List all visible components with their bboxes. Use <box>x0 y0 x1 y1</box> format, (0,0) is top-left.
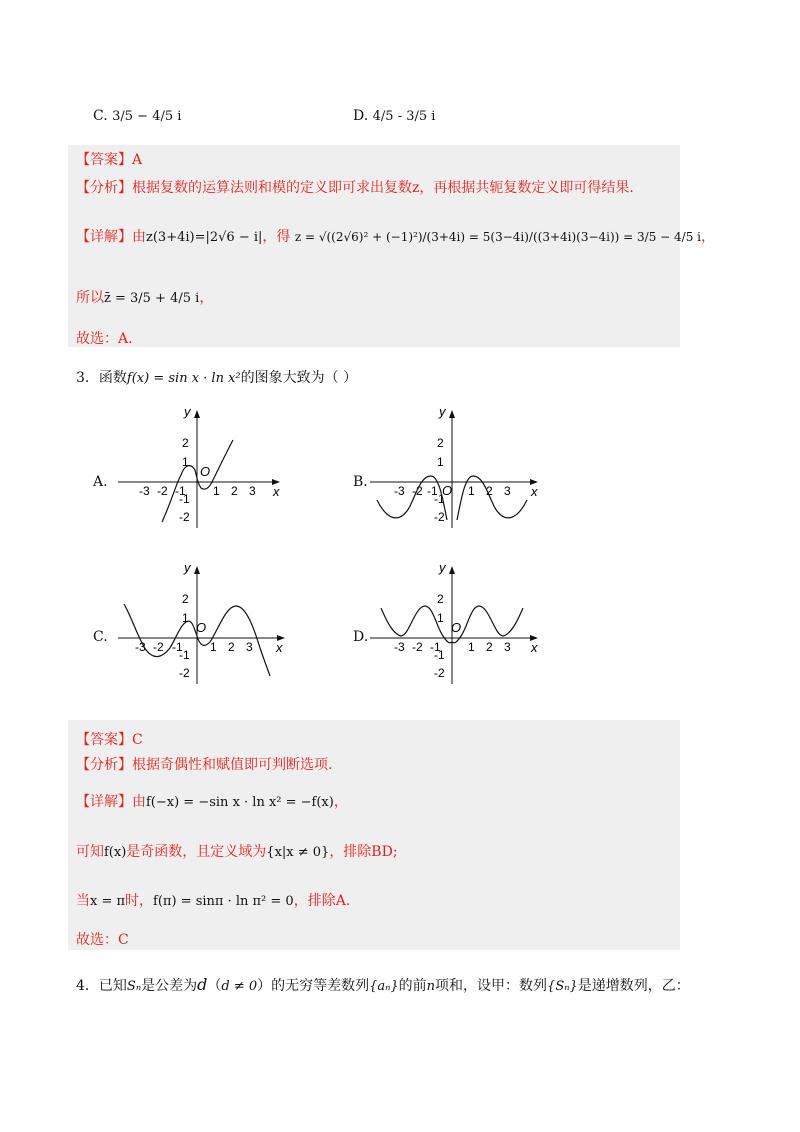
when-suffix: ，排除A. <box>293 893 351 909</box>
graph-d-tick-x: -2 <box>412 640 423 654</box>
graph-b-tick-x: -2 <box>412 484 423 498</box>
q4-d: d <box>197 975 208 994</box>
q3-stem <box>76 368 357 389</box>
graph-b-tick-y: 1 <box>437 455 444 469</box>
graph-b-y-arrow <box>449 410 455 418</box>
so-prefix: 所以 <box>76 290 104 306</box>
q3-option-b-label: B. <box>353 474 368 490</box>
q4-t4: ）的无穷等差数列 <box>257 978 370 994</box>
graph-b-origin-label: O <box>442 483 453 498</box>
q3-analysis-line <box>76 755 332 775</box>
detail-comma: ， <box>333 794 348 810</box>
graph-a-y-arrow <box>194 410 200 418</box>
graph-c-tick-x: -3 <box>135 640 146 654</box>
graph-b-x-label: x <box>531 484 538 499</box>
graph-d-y-label: y <box>439 560 446 575</box>
when-eq: f(π) = sinπ · ln π² = 0 <box>153 894 294 909</box>
know-mid: 是奇函数，且定义域为 <box>126 844 267 860</box>
choose-text: 故选：C <box>76 932 129 948</box>
graph-d-tick-x: 1 <box>468 640 475 654</box>
answer-value: C <box>132 732 143 748</box>
q2-analysis-line <box>76 178 634 198</box>
detail-prefix: 由 <box>132 794 146 810</box>
so-eq: z̄ = 3/5 + 4/5 i <box>104 291 200 306</box>
q4-t7: 是递增数列，乙： <box>577 978 690 994</box>
q2-answer-line <box>76 150 142 170</box>
know-fx: f(x) <box>104 845 127 860</box>
graph-a-tick-y: 1 <box>182 455 189 469</box>
graph-d-y-arrow <box>449 566 455 574</box>
graph-b-tick-x: -1 <box>427 484 438 498</box>
detail-eq1: z(3+4i)=|2√6 − i| <box>146 230 263 245</box>
q4-sn: Sₙ <box>126 979 142 994</box>
detail-comma: ， <box>701 229 716 245</box>
graph-a-tick-x: 2 <box>231 484 238 498</box>
option-d-value: 4/5 - 3/5 i <box>372 109 436 124</box>
detail-tag: 【详解】 <box>76 794 132 810</box>
graph-a-tick-x: 1 <box>213 484 220 498</box>
detail-tag: 【详解】 <box>76 229 132 245</box>
q3-suffix: 的图象大致为（ ） <box>240 370 358 386</box>
graph-c-tick-x: -1 <box>172 640 183 654</box>
graph-b-tick-x: 1 <box>468 484 475 498</box>
answer-value: A <box>132 152 143 168</box>
q3-know-line <box>76 842 398 863</box>
detail-eq: f(−x) = −sin x · ln x² = −f(x) <box>146 795 334 810</box>
graph-b-curve-right <box>457 476 527 520</box>
graph-a-tick-x: -2 <box>157 484 168 498</box>
q2-option-c <box>93 106 181 127</box>
analysis-text: 根据复数的运算法则和模的定义即可求出复数z，再根据共轭复数定义即可得结果. <box>132 180 634 196</box>
graph-a-tick-x: -3 <box>139 484 150 498</box>
graph-b-y-label: y <box>439 404 446 419</box>
graph-d-tick-x: 3 <box>504 640 511 654</box>
graph-d-tick-y: 2 <box>437 592 444 606</box>
know-prefix: 可知 <box>76 844 104 860</box>
q4-t6: 项和，设甲：数列 <box>435 978 548 994</box>
q3-number: 3．函数 <box>76 370 127 386</box>
analysis-text: 根据奇偶性和赋值即可判断选项. <box>132 757 333 773</box>
option-c-value: 3/5 − 4/5 i <box>112 109 182 124</box>
graph-a <box>110 400 290 535</box>
graph-d-tick-x: 2 <box>486 640 493 654</box>
graph-c-tick-x: -2 <box>153 640 164 654</box>
detail-prefix: 由 <box>132 229 146 245</box>
graph-b-tick-x: -3 <box>394 484 405 498</box>
q4-n: n <box>426 979 436 994</box>
graph-c-tick-y: -2 <box>179 666 190 680</box>
graph-b-tick-y: -1 <box>434 492 445 506</box>
graph-d-tick-y: -2 <box>434 666 445 680</box>
know-suffix: ，排除BD; <box>329 844 398 860</box>
analysis-tag: 【分析】 <box>76 180 132 196</box>
graph-a-x-label: x <box>273 484 280 499</box>
graph-c-tick-x: 1 <box>210 640 217 654</box>
q3-option-c-label: C. <box>93 629 108 645</box>
q4-t1: 4．已知 <box>76 978 127 994</box>
detail-eq2: z = √((2√6)² + (−1)²)/(3+4i) = 5(3−4i)/((3+4i)(3−4i)) = 3/5 − 4/5 i <box>294 230 702 244</box>
graph-c-tick-y: -1 <box>179 648 190 662</box>
graph-c-tick-y: 1 <box>182 611 189 625</box>
detail-get: ，得 <box>262 229 291 245</box>
graph-d-tick-x: -1 <box>430 640 441 654</box>
graph-c <box>110 556 295 691</box>
graph-a-origin-label: O <box>200 464 211 479</box>
when-prefix: 当 <box>76 893 90 909</box>
graph-c-tick-x: 3 <box>246 640 253 654</box>
analysis-tag: 【分析】 <box>76 757 132 773</box>
q3-choose-line <box>76 930 129 950</box>
q3-when-line <box>76 891 350 912</box>
graph-a-y-label: y <box>184 404 191 419</box>
q3-option-d-label: D. <box>353 629 369 645</box>
q3-answer-line <box>76 730 143 750</box>
graph-a-tick-x: 3 <box>249 484 256 498</box>
graph-a-tick-y: -1 <box>179 492 190 506</box>
graph-b-tick-y: 2 <box>437 436 444 450</box>
q4-t5: 的前 <box>398 978 427 994</box>
q2-so-line <box>76 288 213 309</box>
graph-c-x-label: x <box>276 640 283 655</box>
q3-detail-line <box>76 792 348 813</box>
so-comma: ， <box>199 290 214 306</box>
q2-detail-line <box>76 227 715 248</box>
when-mid: 时， <box>125 893 154 909</box>
graph-d-tick-y: -1 <box>434 648 445 662</box>
graph-d-x-label: x <box>531 640 538 655</box>
graph-d-tick-x: -3 <box>394 640 405 654</box>
graph-b <box>365 400 550 535</box>
graph-b-tick-x: 3 <box>504 484 511 498</box>
when-x: x = π <box>90 894 126 909</box>
option-c-label: C. <box>93 108 108 124</box>
graph-b-tick-x: 2 <box>486 484 493 498</box>
choose-text: 故选：A. <box>76 331 133 347</box>
graph-c-tick-x: 2 <box>228 640 235 654</box>
graph-a-tick-y: 2 <box>182 436 189 450</box>
q4-stem <box>76 975 690 997</box>
graph-c-y-arrow <box>194 566 200 574</box>
option-d-label: D. <box>353 108 369 124</box>
answer-tag: 【答案】 <box>76 732 132 748</box>
q4-t3: （ <box>207 978 222 994</box>
q3-option-a-label: A. <box>93 474 108 490</box>
graph-c-tick-y: 2 <box>182 592 189 606</box>
q4-dne: d ≠ 0 <box>221 979 258 994</box>
q3-function: f(x) = sin x · ln x² <box>126 371 241 386</box>
q4-t2: 是公差为 <box>141 978 198 994</box>
answer-tag: 【答案】 <box>76 152 132 168</box>
graph-c-origin-label: O <box>196 620 207 635</box>
graph-a-tick-y: -2 <box>179 510 190 524</box>
graph-d <box>365 556 550 691</box>
graph-c-y-label: y <box>184 560 191 575</box>
q4-an: {aₙ} <box>369 979 399 994</box>
q2-choose-line <box>76 329 133 349</box>
graph-a-tick-x: -1 <box>175 484 186 498</box>
graph-d-origin-label: O <box>451 620 462 635</box>
graph-d-tick-y: 1 <box>437 611 444 625</box>
q2-option-d <box>353 106 435 127</box>
graph-b-tick-y: -2 <box>434 510 445 524</box>
q4-snset: {Sₙ} <box>547 979 578 994</box>
know-domain: {x|x ≠ 0} <box>266 845 330 860</box>
